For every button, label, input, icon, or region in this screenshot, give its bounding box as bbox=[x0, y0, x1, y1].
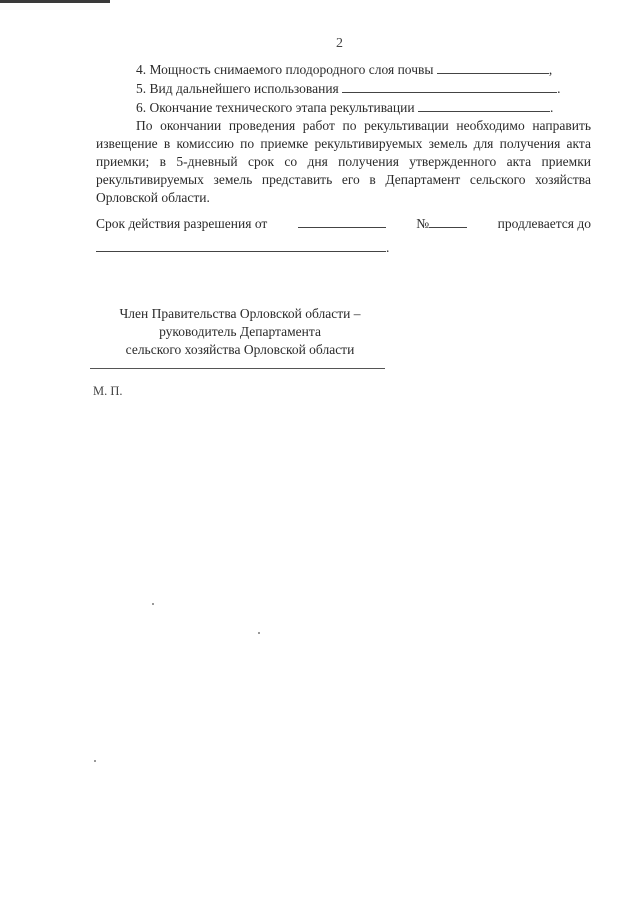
list-item-text: 4. Мощность снимаемого плодородного слоя почвы bbox=[136, 62, 434, 77]
validity-start-text: Срок действия разрешения от bbox=[96, 216, 268, 231]
list-item-suffix: . bbox=[549, 100, 554, 115]
list-item-technical-stage bbox=[136, 98, 596, 117]
number-fill-line bbox=[429, 215, 467, 228]
list-item-text: 5. Вид дальнейшего использования bbox=[136, 81, 339, 96]
fill-in-line bbox=[418, 99, 550, 112]
list-item-soil-layer bbox=[136, 60, 596, 79]
extended-date-fill-line bbox=[96, 239, 386, 252]
signature-line-1: Член Правительства Орловской области – bbox=[119, 306, 361, 321]
scan-speck bbox=[152, 603, 154, 605]
scan-speck bbox=[258, 632, 260, 634]
list-item-text: 6. Окончание технического этапа рекультивации bbox=[136, 100, 415, 115]
date-fill-line bbox=[298, 215, 386, 228]
validity-row bbox=[96, 215, 591, 233]
signature-block bbox=[90, 305, 390, 359]
scan-speck bbox=[94, 760, 96, 762]
validity-row-2 bbox=[96, 239, 591, 257]
extended-text: продлевается до bbox=[497, 216, 591, 231]
number-sign-group bbox=[416, 215, 467, 233]
list-item-suffix: . bbox=[557, 81, 561, 96]
list-item-further-use bbox=[136, 79, 596, 98]
parameters-list bbox=[136, 60, 596, 117]
list-item-suffix: , bbox=[548, 62, 553, 77]
validity-end: . bbox=[386, 240, 390, 255]
signature-line-3: сельского хозяйства Орловской области bbox=[125, 342, 355, 357]
completion-notice-paragraph: По окончании проведения работ по рекультивации необходимо направить извещение в комиссию по приемке рекультивируемых земель для получения акта приемки; в 5-дневный срок со дня получения утвержденного акта приемки рекультивируемых земель представить его в Департамент сельского хозяйства Орловской области. bbox=[96, 118, 591, 205]
signature-line-2: руководитель Департамента bbox=[159, 324, 321, 339]
number-sign: № bbox=[416, 216, 430, 231]
fill-in-line bbox=[437, 61, 549, 74]
validity-extension bbox=[96, 215, 591, 257]
scan-artifact bbox=[0, 0, 110, 3]
stamp-placeholder: М. П. bbox=[93, 384, 123, 398]
page-number: 2 bbox=[336, 36, 343, 51]
signature-fill-line bbox=[90, 368, 385, 369]
fill-in-line bbox=[342, 80, 557, 93]
